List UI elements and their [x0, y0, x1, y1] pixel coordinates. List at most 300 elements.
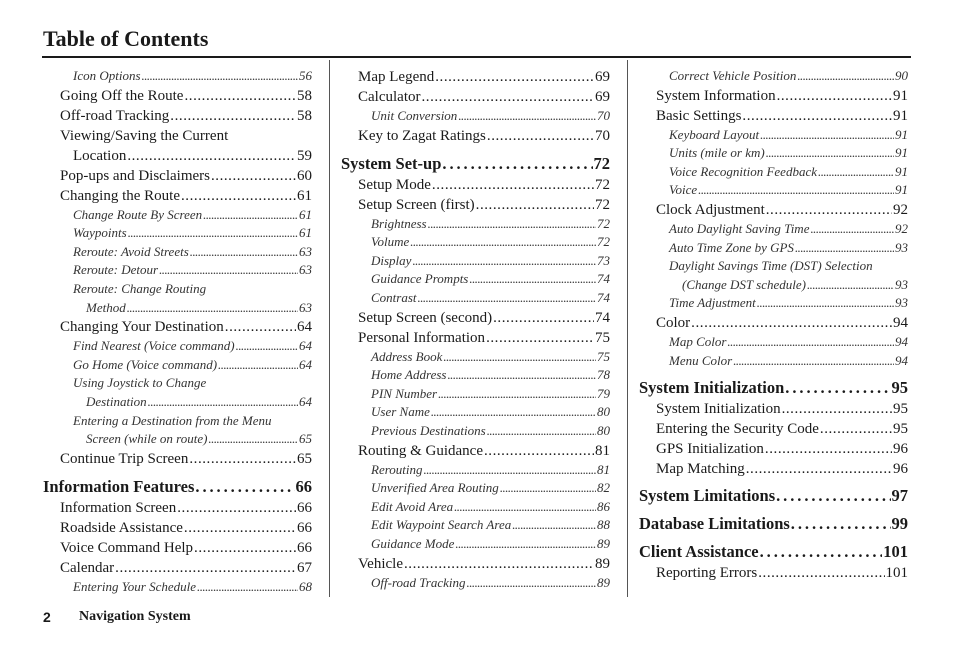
toc-page-number: 74: [597, 271, 610, 287]
toc-subentry[interactable]: [43, 67, 312, 86]
toc-entry-title: Find Nearest (Voice command): [73, 338, 235, 354]
toc-page-number: 69: [595, 69, 610, 85]
toc-entry-title: Address Book: [371, 348, 443, 364]
toc-section-heading[interactable]: [341, 153, 610, 175]
toc-entry[interactable]: [43, 86, 312, 106]
toc-subentry[interactable]: [639, 352, 908, 371]
toc-column-3: [639, 67, 908, 583]
toc-page-number: 93: [895, 239, 908, 255]
toc-page-number: 66: [295, 476, 312, 496]
dot-leader: [127, 299, 298, 318]
dot-leader: [208, 430, 298, 449]
toc-page-number: 63: [299, 243, 312, 259]
dot-leader: [777, 86, 892, 106]
toc-subentry[interactable]: [341, 215, 610, 234]
toc-page-number: 66: [297, 539, 312, 556]
toc-subentry[interactable]: [341, 348, 610, 367]
toc-entry-title: Keyboard Layout: [669, 126, 760, 142]
toc-page-number: 80: [597, 404, 610, 420]
toc-page-number: 94: [895, 352, 908, 368]
dot-leader: [487, 126, 594, 146]
toc-entry[interactable]: [341, 175, 610, 195]
toc-page-number: 97: [891, 486, 908, 506]
dot-leader: [190, 243, 298, 262]
toc-entry-title: Routing & Guidance: [358, 442, 483, 459]
toc-page-number: 75: [597, 348, 610, 364]
toc-entry-title: Changing the Route: [60, 187, 180, 204]
toc-page-number: 61: [299, 206, 312, 222]
toc-entry-title: Time Adjustment: [669, 295, 756, 311]
dot-leader: [810, 220, 894, 239]
toc-entry-title: System Initialization: [639, 378, 785, 398]
toc-entry[interactable]: [639, 459, 908, 479]
toc-entry-title: Off-road Tracking: [60, 107, 170, 124]
toc-entry-title: PIN Number: [371, 385, 438, 401]
dot-leader: [469, 270, 596, 289]
dot-leader: [211, 166, 296, 186]
toc-entry[interactable]: [341, 67, 610, 87]
dot-leader: [115, 558, 296, 578]
toc-page-number: 91: [895, 163, 908, 179]
toc-entry-title: Voice Recognition Feedback: [669, 163, 817, 179]
toc-entry[interactable]: [43, 146, 312, 166]
toc-page-number: 80: [597, 422, 610, 438]
dot-leader: [760, 541, 883, 563]
dot-leader: [467, 574, 597, 593]
toc-subentry[interactable]: [639, 220, 908, 239]
toc-entry-title: Clock Adjustment: [656, 201, 765, 218]
dot-leader: [128, 224, 298, 243]
dot-leader: [500, 479, 596, 498]
toc-entry-title: Unit Conversion: [371, 108, 458, 123]
toc-page-number: 95: [893, 401, 908, 418]
toc-entry-title: Change Route By Screen: [73, 206, 203, 222]
toc-subentry[interactable]: [43, 430, 312, 449]
toc-entry[interactable]: [639, 313, 908, 333]
toc-page-number: 96: [893, 461, 908, 478]
toc-page-number: 65: [299, 431, 312, 447]
dot-leader: [493, 308, 594, 328]
toc-subentry[interactable]: [639, 144, 908, 163]
toc-entry[interactable]: [341, 308, 610, 328]
toc-entry-title: Personal Information: [358, 329, 486, 346]
toc-entry-title: Voice: [669, 182, 698, 198]
toc-subentry[interactable]: [43, 261, 312, 280]
toc-entry-title: Reroute: Change Routing: [73, 280, 207, 296]
toc-entry[interactable]: [639, 399, 908, 419]
toc-page-number: 72: [593, 153, 610, 173]
toc-entry-title: Roadside Assistance: [60, 519, 183, 536]
toc-page-number: 89: [597, 535, 610, 551]
toc-page-number: 91: [895, 126, 908, 142]
toc-entry-title: Rerouting: [371, 461, 423, 477]
toc-page-number: 70: [595, 127, 610, 144]
dot-leader: [486, 328, 594, 348]
toc-entry-title: Edit Avoid Area: [371, 498, 454, 514]
dot-leader: [412, 252, 596, 271]
dot-leader: [455, 535, 596, 554]
toc-entry[interactable]: [341, 441, 610, 461]
toc-entry[interactable]: [639, 106, 908, 126]
toc-page-number: 78: [597, 367, 610, 383]
toc-entry[interactable]: [43, 558, 312, 578]
dot-leader: [458, 107, 596, 126]
dot-leader: [765, 439, 892, 459]
dot-leader: [435, 67, 594, 87]
toc-entry-title: Entering a Destination from the Menu: [73, 412, 272, 428]
toc-page-number: 75: [595, 329, 610, 346]
dot-leader: [195, 476, 294, 498]
toc-entry-title: Guidance Prompts: [371, 271, 469, 287]
toc-page-number: 72: [597, 234, 610, 250]
dot-leader: [782, 399, 892, 419]
toc-subentry[interactable]: [43, 578, 312, 597]
toc-entry-title: Reporting Errors: [656, 565, 758, 582]
toc-entry[interactable]: [43, 317, 312, 337]
toc-entry-title: (Change DST schedule): [682, 276, 806, 292]
toc-entry-title: Location: [73, 147, 127, 164]
toc-entry-title: Units (mile or km): [669, 145, 765, 161]
toc-page-number: 73: [597, 252, 610, 268]
toc-entry-title: Going Off the Route: [60, 87, 184, 104]
toc-entry-title: Using Joystick to Change: [73, 375, 207, 391]
toc-subentry[interactable]: [43, 374, 312, 393]
toc-page-number: 61: [297, 187, 312, 204]
toc-page-number: 74: [597, 289, 610, 305]
dot-leader: [758, 563, 884, 583]
toc-subentry[interactable]: [341, 498, 610, 517]
toc-page-number: 81: [597, 461, 610, 477]
toc-subentry[interactable]: [43, 243, 312, 262]
toc-entry-title: GPS Initialization: [656, 441, 764, 458]
toc-page-number: 91: [895, 182, 908, 198]
toc-entry-title: Entering Your Schedule: [73, 578, 197, 594]
toc-entry-title: Information Screen: [60, 499, 177, 516]
toc-entry[interactable]: [341, 195, 610, 215]
toc-page-number: 67: [297, 559, 312, 576]
toc-entry-title: Menu Color: [669, 352, 733, 368]
dot-leader: [418, 289, 596, 308]
dot-leader: [785, 377, 890, 399]
toc-entry-title: Database Limitations: [639, 514, 790, 534]
toc-entry[interactable]: [43, 538, 312, 558]
toc-entry-title: System Information: [656, 87, 776, 104]
dot-leader: [691, 313, 892, 333]
toc-entry-title: Setup Screen (second): [358, 309, 493, 326]
toc-page-number: 61: [299, 225, 312, 241]
toc-page-number: 64: [299, 338, 312, 354]
dot-leader: [766, 200, 892, 220]
toc-column-2: [341, 67, 610, 592]
toc-subentry[interactable]: [639, 67, 908, 86]
toc-subentry[interactable]: [341, 479, 610, 498]
toc-subentry[interactable]: [639, 257, 908, 276]
toc-entry[interactable]: [341, 554, 610, 574]
toc-page-number: 94: [895, 333, 908, 349]
toc-entry-title: Setup Screen (first): [358, 196, 475, 213]
toc-page-number: 66: [297, 519, 312, 536]
dot-leader: [766, 144, 894, 163]
dot-leader: [127, 146, 296, 166]
toc-page-number: 91: [895, 145, 908, 161]
toc-page-number: 95: [891, 378, 908, 398]
toc-page-number: 72: [595, 176, 610, 193]
toc-entry-title: Icon Options: [73, 68, 141, 83]
toc-entry[interactable]: [639, 86, 908, 106]
toc-subentry[interactable]: [639, 181, 908, 200]
toc-subentry[interactable]: [639, 163, 908, 182]
toc-page-number: 96: [893, 441, 908, 458]
toc-entry-title: Reroute: Avoid Streets: [73, 243, 189, 259]
toc-entry-title: Home Address: [371, 367, 447, 383]
toc-entry[interactable]: [43, 166, 312, 186]
toc-entry-title: Vehicle: [358, 555, 403, 572]
toc-page-number: 90: [895, 68, 908, 83]
toc-entry[interactable]: [43, 126, 312, 146]
toc-page-number: 72: [597, 215, 610, 231]
dot-leader: [410, 233, 596, 252]
dot-leader: [760, 126, 894, 145]
toc-entry-title: Continue Trip Screen: [60, 450, 189, 467]
toc-entry-title: Reroute: Detour: [73, 262, 159, 278]
toc-page-number: 64: [299, 356, 312, 372]
toc-entry[interactable]: [341, 87, 610, 107]
toc-entry-title: System Set-up: [341, 153, 442, 173]
title-divider: [42, 56, 911, 58]
toc-page-number: 89: [595, 555, 610, 572]
toc-page-number: 86: [597, 498, 610, 514]
toc-entry-title: Map Color: [669, 333, 727, 349]
dot-leader: [236, 337, 298, 356]
dot-leader: [476, 195, 594, 215]
dot-leader: [184, 518, 296, 538]
toc-entry-title: System Limitations: [639, 486, 776, 506]
toc-entry-title: Method: [86, 299, 126, 315]
toc-entry-title: Guidance Mode: [371, 535, 455, 551]
dot-leader: [733, 352, 894, 371]
dot-leader: [797, 67, 894, 86]
toc-subentry[interactable]: [341, 516, 610, 535]
toc-entry-title: Auto Time Zone by GPS: [669, 239, 794, 255]
toc-entry-title: Viewing/Saving the Current: [60, 127, 229, 144]
toc-column-1: [43, 67, 312, 596]
toc-page-number: 101: [885, 565, 908, 582]
toc-page-number: 58: [297, 107, 312, 124]
toc-entry-title: Entering the Security Code: [656, 421, 819, 438]
toc-subentry[interactable]: [43, 393, 312, 412]
toc-subentry[interactable]: [341, 107, 610, 126]
toc-entry-title: Auto Daylight Saving Time: [669, 220, 810, 236]
toc-subentry[interactable]: [639, 294, 908, 313]
toc-entry-title: Brightness: [371, 215, 427, 231]
toc-entry-title: Map Matching: [656, 461, 745, 478]
dot-leader: [225, 317, 296, 337]
toc-page-number: 93: [895, 276, 908, 292]
toc-entry[interactable]: [43, 498, 312, 518]
toc-subentry[interactable]: [639, 333, 908, 352]
toc-subentry[interactable]: [43, 299, 312, 318]
dot-leader: [776, 485, 890, 507]
toc-section-heading[interactable]: [639, 513, 908, 535]
toc-subentry[interactable]: [341, 422, 610, 441]
toc-entry-title: Calendar: [60, 559, 115, 576]
toc-page-number: 66: [297, 499, 312, 516]
toc-page-number: 93: [895, 295, 908, 311]
dot-leader: [447, 366, 596, 385]
toc-entry-title: Client Assistance: [639, 542, 759, 562]
toc-subentry[interactable]: [341, 574, 610, 593]
toc-entry-title: Display: [371, 252, 412, 268]
toc-entry-title: Calculator: [358, 89, 421, 105]
toc-page-number: 92: [893, 201, 908, 218]
toc-entry[interactable]: [43, 106, 312, 126]
toc-entry-title: Key to Zagat Ratings: [358, 127, 486, 144]
toc-page-number: 63: [299, 299, 312, 315]
toc-page-number: 101: [883, 542, 908, 562]
dot-leader: [142, 67, 298, 86]
toc-subentry[interactable]: [341, 385, 610, 404]
toc-entry-title: Contrast: [371, 289, 417, 305]
toc-subentry[interactable]: [43, 412, 312, 431]
dot-leader: [428, 215, 596, 234]
toc-page-number: 72: [595, 196, 610, 213]
dot-leader: [795, 239, 894, 258]
toc-subentry[interactable]: [341, 461, 610, 480]
toc-entry-title: Screen (while on route): [86, 431, 208, 447]
dot-leader: [197, 578, 298, 597]
toc-page-number: 95: [893, 421, 908, 438]
toc-page-number: 70: [597, 108, 610, 123]
toc-page-number: 69: [595, 89, 610, 105]
toc-entry-title: Volume: [371, 234, 410, 250]
dot-leader: [818, 163, 894, 182]
toc-entry-title: Previous Destinations: [371, 422, 486, 438]
toc-entry-title: User Name: [371, 404, 430, 420]
toc-subentry[interactable]: [43, 337, 312, 356]
toc-page-number: 68: [299, 578, 312, 594]
dot-leader: [203, 206, 298, 225]
toc-subentry[interactable]: [341, 366, 610, 385]
toc-page-number: 58: [297, 87, 312, 104]
toc-section-heading[interactable]: [639, 541, 908, 563]
column-divider: [627, 60, 628, 597]
toc-entry[interactable]: [639, 419, 908, 439]
toc-subentry[interactable]: [341, 289, 610, 308]
dot-leader: [757, 294, 894, 313]
dot-leader: [512, 516, 596, 535]
toc-section-heading[interactable]: [639, 485, 908, 507]
toc-entry-title: Edit Waypoint Search Area: [371, 517, 512, 533]
toc-page-number: 79: [597, 385, 610, 401]
toc-subentry[interactable]: [341, 403, 610, 422]
toc-entry-title: System Initialization: [656, 401, 781, 418]
toc-entry[interactable]: [43, 518, 312, 538]
toc-subentry[interactable]: [639, 276, 908, 295]
dot-leader: [484, 441, 594, 461]
dot-leader: [181, 186, 296, 206]
dot-leader: [454, 498, 596, 517]
dot-leader: [442, 153, 592, 175]
dot-leader: [218, 356, 298, 375]
page-title: Table of Contents: [43, 26, 209, 51]
toc-subentry[interactable]: [43, 356, 312, 375]
dot-leader: [170, 106, 296, 126]
toc-entry-title: Map Legend: [358, 69, 435, 85]
toc-entry-title: Go Home (Voice command): [73, 356, 218, 372]
toc-page-number: 99: [891, 514, 908, 534]
dot-leader: [148, 393, 298, 412]
toc-page-number: 81: [595, 442, 610, 459]
toc-entry[interactable]: [43, 186, 312, 206]
dot-leader: [432, 175, 594, 195]
toc-subentry[interactable]: [43, 224, 312, 243]
toc-entry[interactable]: [639, 563, 908, 583]
toc-entry-title: Waypoints: [73, 225, 127, 241]
toc-subentry[interactable]: [341, 233, 610, 252]
toc-page-number: 64: [297, 319, 312, 336]
toc-entry[interactable]: [341, 328, 610, 348]
toc-section-heading[interactable]: [639, 377, 908, 399]
toc-subentry[interactable]: [341, 270, 610, 289]
footer-section-name: Navigation System: [79, 609, 191, 624]
toc-page-number: 74: [595, 309, 610, 326]
toc-entry-title: Changing Your Destination: [60, 319, 224, 336]
toc-entry-title: Unverified Area Routing: [371, 480, 499, 496]
toc-entry-title: Setup Mode: [358, 176, 431, 193]
dot-leader: [159, 261, 298, 280]
page-number: 2: [43, 609, 51, 625]
toc-page-number: 56: [299, 68, 312, 83]
toc-subentry[interactable]: [341, 252, 610, 271]
toc-page-number: 88: [597, 517, 610, 533]
toc-entry-title: Off-road Tracking: [371, 574, 466, 590]
dot-leader: [820, 419, 892, 439]
toc-entry-title: Pop-ups and Disclaimers: [60, 167, 210, 184]
toc-subentry[interactable]: [639, 126, 908, 145]
toc-page-number: 91: [893, 107, 908, 124]
dot-leader: [424, 461, 596, 480]
dot-leader: [177, 498, 296, 518]
toc-page-number: 89: [597, 574, 610, 590]
toc-entry[interactable]: [341, 126, 610, 146]
toc-subentry[interactable]: [43, 206, 312, 225]
toc-entry-title: Correct Vehicle Position: [669, 68, 797, 83]
dot-leader: [438, 385, 596, 404]
dot-leader: [487, 422, 596, 441]
toc-subentry[interactable]: [341, 535, 610, 554]
toc-page-number: 92: [895, 220, 908, 236]
dot-leader: [184, 86, 296, 106]
dot-leader: [746, 459, 892, 479]
toc-entry-title: Basic Settings: [656, 107, 742, 124]
toc-section-heading[interactable]: [43, 476, 312, 498]
toc-entry-title: Voice Command Help: [60, 539, 194, 556]
toc-page-number: 65: [297, 450, 312, 467]
toc-entry-title: Information Features: [43, 476, 195, 496]
dot-leader: [727, 333, 894, 352]
dot-leader: [431, 403, 596, 422]
toc-entry[interactable]: [43, 449, 312, 469]
dot-leader: [742, 106, 892, 126]
dot-leader: [189, 449, 296, 469]
toc-entry[interactable]: [639, 439, 908, 459]
toc-page-number: 82: [597, 480, 610, 496]
toc-subentry[interactable]: [43, 280, 312, 299]
toc-subentry[interactable]: [639, 239, 908, 258]
toc-page-number: 91: [893, 87, 908, 104]
dot-leader: [791, 513, 891, 535]
toc-entry[interactable]: [639, 200, 908, 220]
